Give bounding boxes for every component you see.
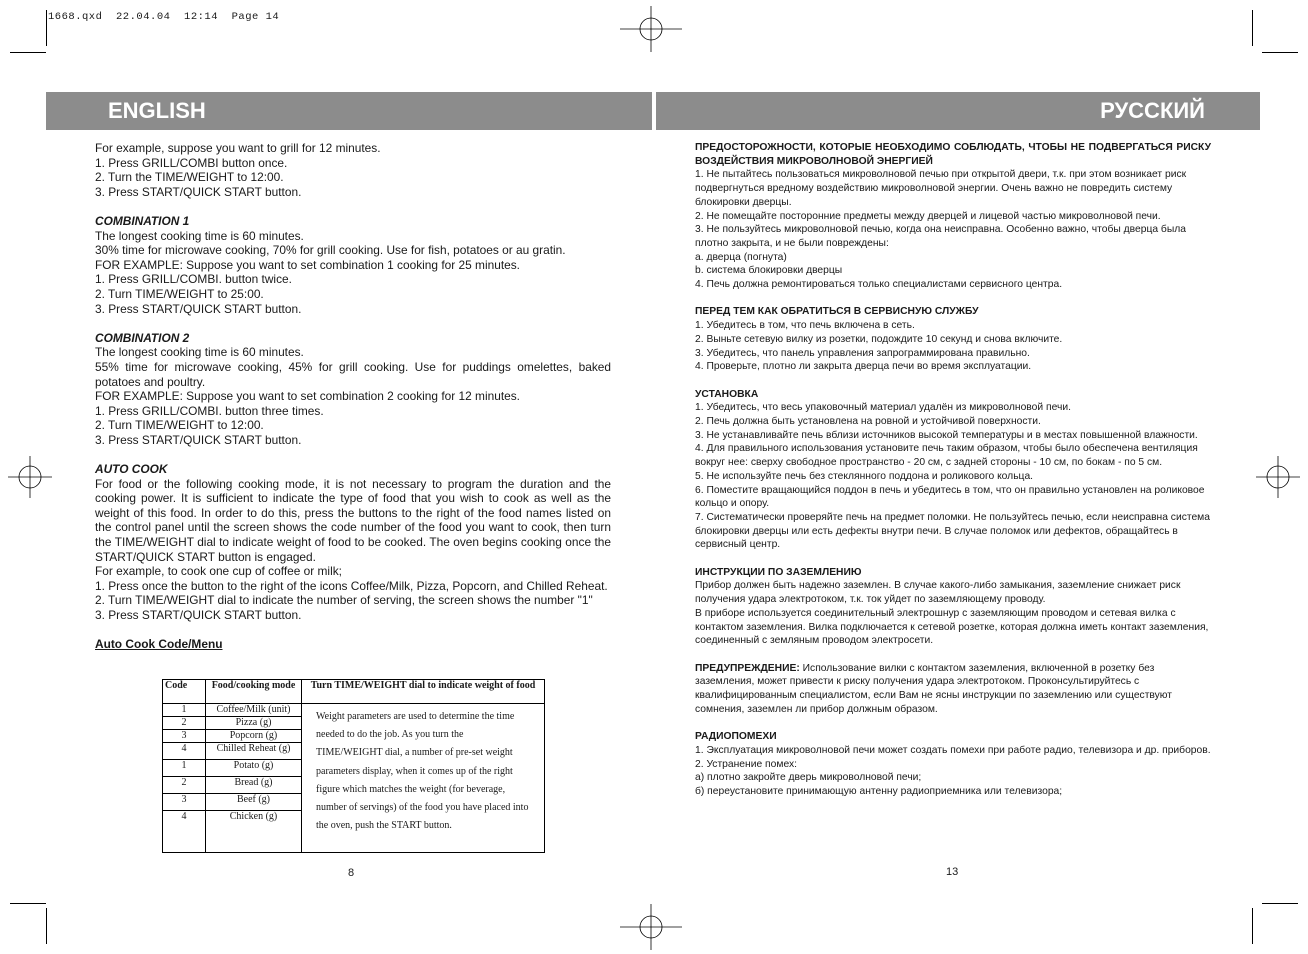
table-header: Food/cooking mode [206, 680, 302, 704]
table-header-row [163, 680, 545, 704]
installation-line: 1. Убедитесь, что весь упаковочный материал удалён из микроволновой печи. [695, 402, 1071, 414]
combination-2-line: FOR EXAMPLE: Suppose you want to set combination 2 cooking for 12 minutes. [95, 389, 520, 404]
precautions-heading: ПРЕДОСТОРОЖНОСТИ, КОТОРЫЕ НЕОБХОДИМО СОБЛЮДАТЬ, ЧТОБЫ НЕ ПОДВЕРГАТЬСЯ РИСКУ ВОЗДЕЙСТВИЯ МИКРОВОЛНОВОЙ ЭНЕРГИЕЙ [695, 142, 1211, 167]
radio-interference-line: б) переустановите принимающую антенну радиоприемника или телевизора; [695, 785, 1063, 797]
auto-cook-table [162, 679, 545, 853]
russian-banner [656, 92, 1260, 130]
english-column [95, 141, 611, 652]
code-cell: 4 [163, 743, 206, 760]
intro-line: 3. Press START/QUICK START button. [95, 184, 302, 199]
code-cell: 1 [163, 704, 206, 717]
installation-heading: УСТАНОВКА [695, 388, 759, 400]
page-number-left: 8 [348, 867, 355, 879]
english-banner-title: ENGLISH [108, 98, 206, 123]
code-cell: 3 [163, 794, 206, 811]
grounding-line: В приборе используется соединительный электрошнур с заземляющим проводом и сетевая вилка с контактом заземления. Вилка подключается к сетевой розетке, которая должна иметь контакт заземления, соединенный с земляным проводом электросети. [695, 607, 1209, 647]
auto-cook-paragraph: For food or the following cooking mode, it is not necessary to program the duration and the cooking power. It is sufficient to indicate the type of food that you wish to cook as well as the weight of this food. In order to do this, press the buttons to the right of the food names listed on the control panel until the screen shows the code number of the food you want to cook, then turn the TIME/WEIGHT dial to indicate weight of food to be cooked. The oven begins cooking once the START/QUICK START button is engaged. [95, 476, 611, 564]
radio-interference-line: 1. Эксплуатация микроволновой печи может создать помехи при работе радио, телевизора и др. приборов. [695, 744, 1211, 756]
food-cell: Coffee/Milk (unit) [206, 704, 302, 717]
weight-note: Weight parameters are used to determine the time needed to do the job. As you turn the TIME/WEIGHT dial, a number of pre-set weight parameters display, when it comes up of the right figure which matches the weight (for beverage, number of servings) of the food you have placed into the oven, push the START button. [302, 704, 545, 853]
code-cell: 2 [163, 777, 206, 794]
intro-line: 1. Press GRILL/COMBI button once. [95, 155, 288, 170]
code-cell: 2 [163, 717, 206, 730]
radio-interference-heading: РАДИОПОМЕХИ [695, 731, 777, 743]
installation-line: 6. Поместите вращающийся поддон в печь и убедитесь в том, что он правильно установлен на роликовое кольцо и опору. [695, 484, 1205, 510]
precautions-line: 2. Не помещайте посторонние предметы между дверцей и лицевой частью микроволновой печи. [695, 210, 1161, 222]
service-line: 1. Убедитесь в том, что печь включена в сеть. [695, 320, 915, 332]
code-cell: 4 [163, 811, 206, 853]
auto-cook-line: 2. Turn TIME/WEIGHT dial to indicate the number of serving, the screen shows the number "1" [95, 593, 593, 608]
precautions-line: 1. Не пытайтесь пользоваться микроволновой печью при открытой двери, т.к. при этом возникает риск подвергнуться вредному воздействию микроволновой энергии. Очень важно не повредить систему блокировки дверцы. [695, 169, 1187, 208]
table-header: Code [163, 680, 206, 704]
russian-banner-title: РУССКИЙ [1100, 98, 1205, 123]
installation-line: 2. Печь должна быть установлена на ровной и устойчивой поверхности. [695, 416, 1041, 428]
precautions-line: b. система блокировки дверцы [695, 265, 843, 277]
radio-interference-line: а) плотно закройте дверь микроволновой печи; [695, 772, 922, 784]
auto-cook-menu-title: Auto Cook Code/Menu [95, 637, 223, 652]
english-banner [46, 92, 652, 130]
warning-label: ПРЕДУПРЕЖДЕНИЕ: [695, 662, 800, 674]
combination-1-line: FOR EXAMPLE: Suppose you want to set combination 1 cooking for 25 minutes. [95, 257, 520, 272]
food-cell: Pizza (g) [206, 717, 302, 730]
food-cell: Potato (g) [206, 760, 302, 777]
combination-2-line: The longest cooking time is 60 minutes. [95, 345, 304, 360]
combination-1-line: 3. Press START/QUICK START button. [95, 301, 302, 316]
food-cell: Beef (g) [206, 794, 302, 811]
installation-line: 3. Не устанавливайте печь вблизи источников высокой температуры и в местах повышенной влажности. [695, 429, 1198, 441]
combination-1-line: 30% time for microwave cooking, 70% for grill cooking. Use for fish, potatoes or au gratin. [95, 243, 566, 258]
combination-2-line: 2. Turn TIME/WEIGHT to 12:00. [95, 418, 264, 433]
installation-line: 4. Для правильного использования установите печь таким образом, чтобы было обеспечена вентиляция вокруг нее: сверху свободное пространство - 20 см, с задней стороны - 10 см, по бокам - по 5 см. [695, 443, 1198, 469]
page-number-right: 13 [946, 866, 959, 878]
precautions-line: a. дверца (погнута) [695, 251, 787, 263]
food-cell: Bread (g) [206, 777, 302, 794]
service-line: 4. Проверьте, плотно ли закрыта дверца печи во время эксплуатации. [695, 361, 1032, 373]
auto-cook-line: For example, to cook one cup of coffee or milk; [95, 564, 342, 579]
service-line: 3. Убедитесь, что панель управления запрограммирована правильно. [695, 347, 1030, 359]
table-header: Turn TIME/WEIGHT dial to indicate weight of food [302, 680, 545, 704]
combination-2-line: 1. Press GRILL/COMBI. button three times. [95, 403, 324, 418]
combination-1-line: 1. Press GRILL/COMBI. button twice. [95, 272, 292, 287]
installation-line: 5. Не используйте печь без стеклянного поддона и роликового кольца. [695, 470, 1034, 482]
combination-1-line: 2. Turn TIME/WEIGHT to 25:00. [95, 286, 264, 301]
intro-line: For example, suppose you want to grill for 12 minutes. [95, 141, 381, 155]
radio-interference-line: 2. Устранение помех: [695, 758, 797, 770]
food-cell: Chicken (g) [206, 811, 302, 853]
combination-2-heading: COMBINATION 2 [95, 330, 190, 345]
service-heading: ПЕРЕД ТЕМ КАК ОБРАТИТЬСЯ В СЕРВИСНУЮ СЛУЖБУ [695, 306, 979, 318]
precautions-line: 3. Не пользуйтесь микроволновой печью, когда она неисправна. Особенно важно, чтобы дверца была плотно закрыта, и не были повреждены: [695, 224, 1186, 249]
intro-line: 2. Turn the TIME/WEIGHT to 12:00. [95, 170, 284, 185]
grounding-line: Прибор должен быть надежно заземлен. В случае какого-либо замыкания, заземление снижает риск получения удара электротоком, т.к. ток уйдет по заземляющему проводу. [695, 580, 1181, 606]
auto-cook-line: 3. Press START/QUICK START button. [95, 608, 302, 622]
service-line: 2. Выньте сетевую вилку из розетки, подождите 10 секунд и снова включите. [695, 333, 1063, 345]
combination-1-heading: COMBINATION 1 [95, 213, 190, 228]
installation-line: 7. Систематически проверяйте печь на предмет поломки. Не пользуйтесь печью, если неисправна система блокировки дверцы или есть дефекты внутри печи. В случае поломок или дефектов, обращайтесь в сервисный центр. [695, 511, 1210, 551]
print-slug: 1668.qxd 22.04.04 12:14 Page 14 [48, 11, 280, 23]
auto-cook-heading: AUTO COOK [95, 462, 168, 477]
code-cell: 3 [163, 730, 206, 743]
food-cell: Chilled Reheat (g) [206, 743, 302, 760]
table-row [163, 704, 545, 717]
combination-2-line: 3. Press START/QUICK START button. [95, 432, 302, 447]
code-cell: 1 [163, 760, 206, 777]
warning-text: Использование вилки с контактом заземления, включенной в розетку без заземления, может привести к риску получения удара электротоком. Проконсультируйтесь с квалифицированным специалистом, если Вам не ясны инструкции по заземлению или существуют сомнения, заземлен ли прибор должным образом. [695, 662, 1173, 715]
warning-paragraph [695, 662, 1211, 717]
precautions-line: 4. Печь должна ремонтироваться только специалистами сервисного центра. [695, 279, 1063, 291]
grounding-heading: ИНСТРУКЦИИ ПО ЗАЗЕМЛЕНИЮ [695, 566, 862, 578]
russian-column [695, 141, 1211, 799]
combination-2-line: 55% time for microwave cooking, 45% for grill cooking. Use for puddings omelettes, baked potatoes and poultry. [95, 359, 611, 389]
food-cell: Popcorn (g) [206, 730, 302, 743]
combination-1-line: The longest cooking time is 60 minutes. [95, 228, 304, 243]
auto-cook-line: 1. Press once the button to the right of the icons Coffee/Milk, Pizza, Popcorn, and Chilled Reheat. [95, 578, 608, 593]
